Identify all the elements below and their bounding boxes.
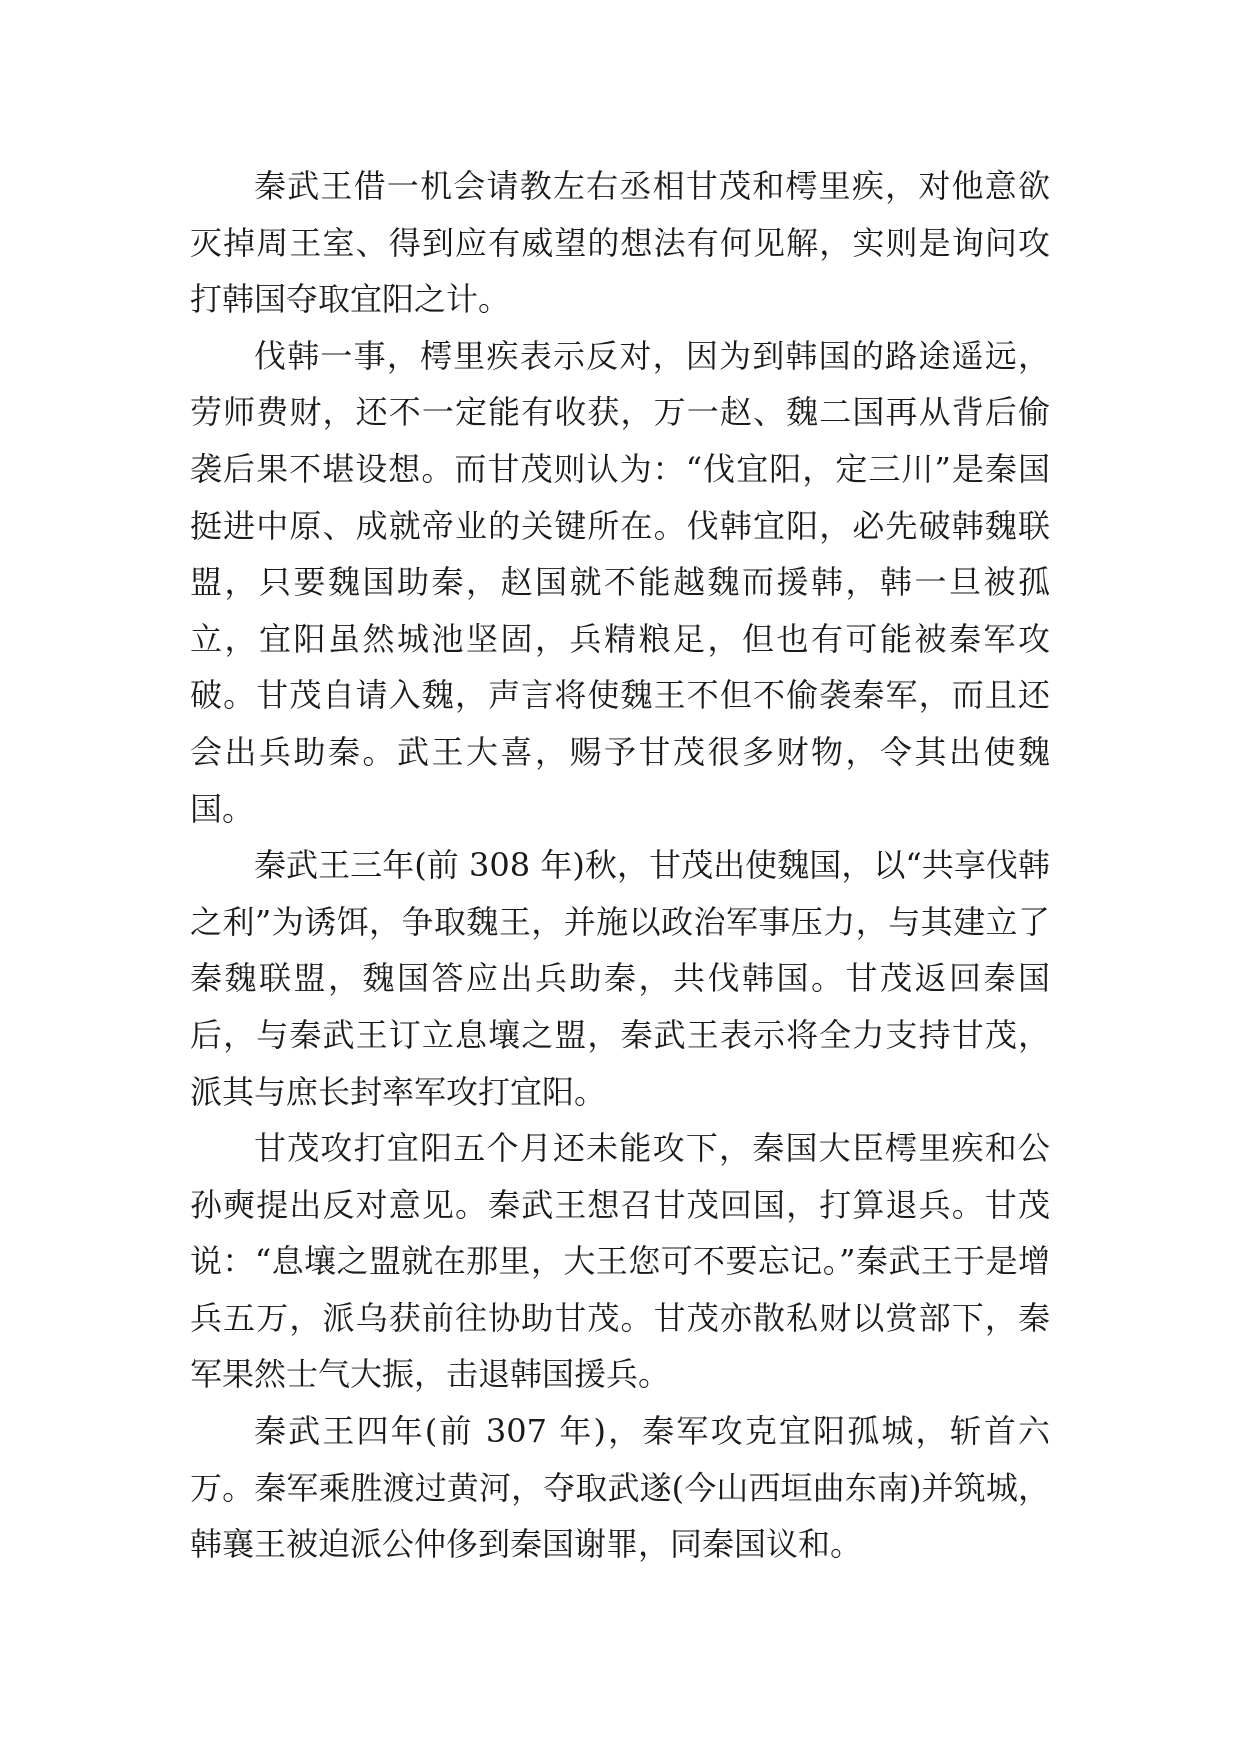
paragraph-5: 秦武王四年(前 307 年)，秦军攻克宜阳孤城，斩首六万。秦军乘胜渡过黄河，夺取武遂(今山西垣曲东南)并筑城，韩襄王被迫派公仲侈到秦国谢罪，同秦国议和。: [190, 1412, 1050, 1564]
paragraph-1: 秦武王借一机会请教左右丞相甘茂和樗里疾，对他意欲灭掉周王室、得到应有威望的想法有何见解，实则是询问攻打韩国夺取宜阳之计。: [190, 167, 1050, 319]
paragraph-4: 甘茂攻打宜阳五个月还未能攻下，秦国大臣樗里疾和公孙奭提出反对意见。秦武王想召甘茂回国，打算退兵。甘茂说：“息壤之盟就在那里，大王您可不要忘记。”秦武王于是增兵五万，派乌获前往协助甘茂。甘茂亦散私财以赏部下，秦军果然士气大振，击退韩国援兵。: [190, 1129, 1050, 1394]
paragraph-3: 秦武王三年(前 308 年)秋，甘茂出使魏国，以“共享伐韩之利”为诱饵，争取魏王，并施以政治军事压力，与其建立了秦魏联盟，魏国答应出兵助秦，共伐韩国。甘茂返回秦国后，与秦武王订立息壤之盟，秦武王表示将全力支持甘茂，派其与庶长封率军攻打宜阳。: [190, 846, 1050, 1111]
body-text: [190, 158, 1050, 1573]
paragraph-2: 伐韩一事，樗里疾表示反对，因为到韩国的路途遥远，劳师费财，还不一定能有收获，万一赵、魏二国再从背后偷袭后果不堪设想。而甘茂则认为：“伐宜阳，定三川”是秦国挺进中原、成就帝业的关键所在。伐韩宜阳，必先破韩魏联盟，只要魏国助秦，赵国就不能越魏而援韩，韩一旦被孤立，宜阳虽然城池坚固，兵精粮足，但也有可能被秦军攻破。甘茂自请入魏，声言将使魏王不但不偷袭秦军，而且还会出兵助秦。武王大喜，赐予甘茂很多财物，令其出使魏国。: [190, 336, 1050, 828]
